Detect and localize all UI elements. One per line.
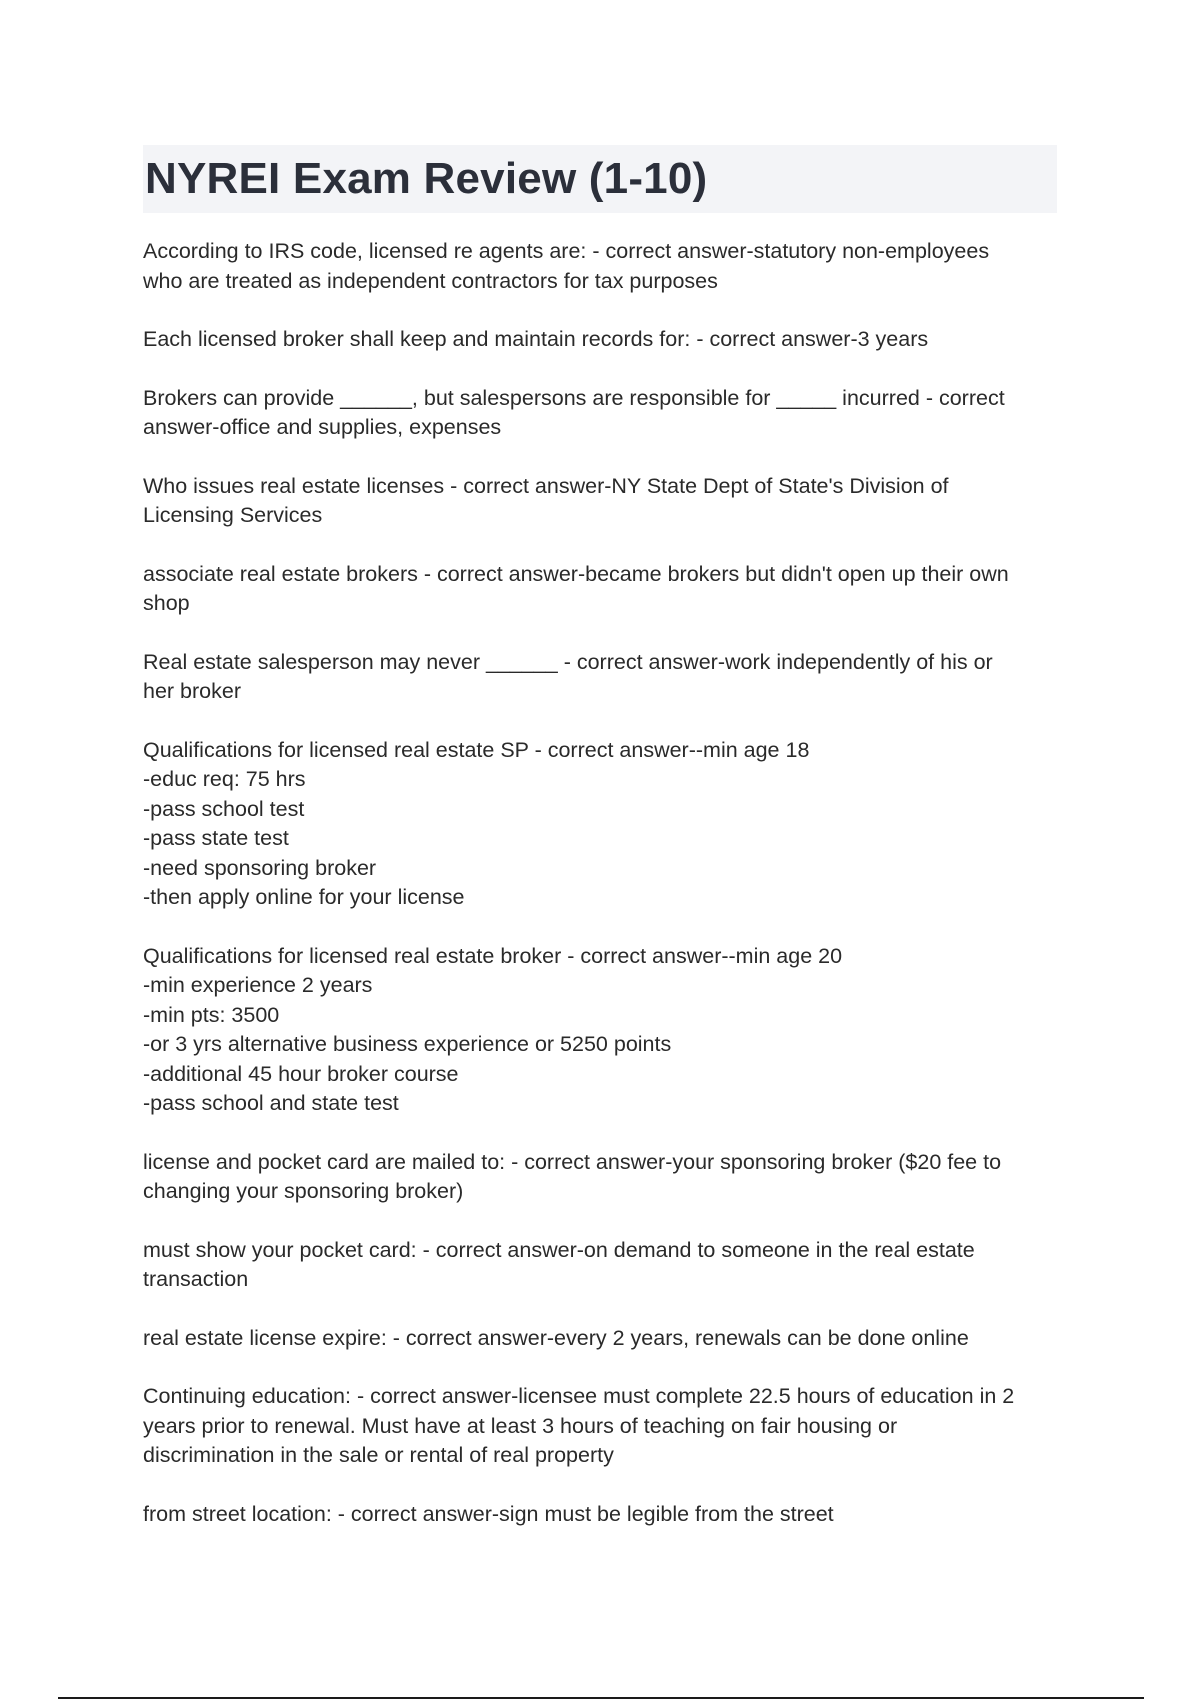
qa-item: from street location: - correct answer-sign must be legible from the street (143, 1501, 834, 1526)
qa-list (143, 237, 1063, 1558)
qa-item: Who issues real estate licenses - correct answer-NY State Dept of State's Division of Licensing Services (143, 473, 949, 527)
qa-item: must show your pocket card: - correct answer-on demand to someone in the real estate transaction (143, 1237, 975, 1291)
qa-item: Real estate salesperson may never ______ - correct answer-work independently of his or her broker (143, 649, 993, 703)
qa-item: Brokers can provide ______, but salespersons are responsible for _____ incurred - correct answer-office and supplies, expenses (143, 385, 1005, 439)
qa-item: Qualifications for licensed real estate SP - correct answer--min age 18 -educ req: 75 hrs -pass school test -pass state test -need sponsoring broker -then apply online for your license (143, 737, 810, 909)
qa-item: license and pocket card are mailed to: - correct answer-your sponsoring broker ($20 fee to changing your sponsoring broker) (143, 1149, 1002, 1203)
qa-item: Qualifications for licensed real estate broker - correct answer--min age 20 -min experience 2 years -min pts: 3500 -or 3 yrs alternative business experience or 5250 points -additional 45 hour broker course -pass school and state test (143, 943, 843, 1115)
qa-item: Continuing education: - correct answer-licensee must complete 22.5 hours of education in 2 years prior to renewal. Must have at least 3 hours of teaching on fair housing or discrimination in the sale or rental of real property (143, 1384, 1015, 1467)
page-title: NYREI Exam Review (1-10) (145, 154, 708, 203)
qa-item: According to IRS code, licensed re agents are: - correct answer-statutory non-employees who are treated as independent contractors for tax purposes (143, 239, 990, 293)
qa-item: Each licensed broker shall keep and maintain records for: - correct answer-3 years (143, 327, 929, 351)
title-banner (143, 145, 1057, 213)
qa-item: real estate license expire: - correct answer-every 2 years, renewals can be done online (143, 1325, 969, 1350)
footer-divider (58, 1697, 1144, 1699)
qa-item: associate real estate brokers - correct answer-became brokers but didn't open up their own shop (143, 561, 1009, 615)
